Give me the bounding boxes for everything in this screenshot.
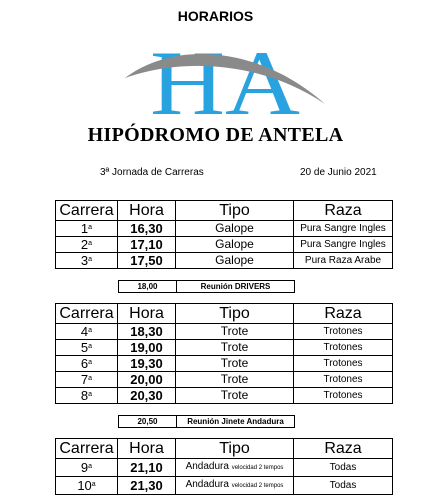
race-number	[56, 388, 118, 404]
race-type	[176, 388, 294, 404]
table-header-row	[56, 439, 393, 459]
race-time: 20,30	[118, 388, 176, 404]
race-number	[56, 253, 118, 269]
race-breed: Pura Raza Arabe	[294, 253, 393, 269]
meeting-jinete	[118, 415, 295, 428]
table-row	[56, 356, 393, 372]
meeting-row	[119, 281, 295, 293]
table-row	[56, 324, 393, 340]
race-number-value: 2	[80, 237, 89, 252]
race-ordinal-suffix: a	[88, 327, 93, 334]
race-ordinal-suffix: a	[88, 359, 93, 366]
meeting-row	[119, 416, 295, 428]
race-breed: Trotones	[294, 388, 393, 404]
table-row	[56, 340, 393, 356]
race-ordinal-suffix: a	[91, 481, 96, 488]
race-number-value: 1	[80, 221, 89, 236]
column-header-tipo: Tipo	[176, 201, 294, 221]
race-type-note: velocidad 2 tempos	[231, 465, 284, 471]
table-row	[56, 459, 393, 477]
race-time: 20,00	[118, 372, 176, 388]
race-number-value: 4	[80, 324, 89, 339]
race-number	[56, 372, 118, 388]
race-time: 16,30	[118, 221, 176, 237]
race-type	[176, 340, 294, 356]
table-row	[56, 237, 393, 253]
race-breed: Pura Sangre Ingles	[294, 237, 393, 253]
race-type-value: Trote	[220, 340, 249, 354]
table-header-row	[56, 304, 393, 324]
race-number	[56, 324, 118, 340]
race-breed: Trotones	[294, 356, 393, 372]
brand-name: HIPÓDROMO DE ANTELA	[87, 124, 344, 146]
races-table-3	[55, 438, 393, 495]
race-number-value: 8	[80, 388, 89, 403]
column-header-hora: Hora	[118, 439, 176, 459]
column-header-carrera: Carrera	[56, 439, 118, 459]
race-number-value: 5	[80, 340, 89, 355]
race-ordinal-suffix: a	[88, 463, 93, 470]
race-type	[176, 372, 294, 388]
race-ordinal-suffix: a	[88, 240, 93, 247]
race-number	[56, 459, 118, 477]
table-row	[56, 253, 393, 269]
race-type-value: Trote	[220, 388, 249, 402]
race-type-value: Trote	[220, 324, 249, 338]
race-time: 21,10	[118, 459, 176, 477]
race-type-value: Galope	[215, 237, 254, 251]
race-type	[176, 237, 294, 253]
race-type	[176, 356, 294, 372]
race-type-value: Trote	[220, 356, 249, 370]
date-label: 20 de Junio 2021	[300, 167, 377, 178]
race-type-value: Andadura	[185, 461, 229, 472]
race-time: 19,30	[118, 356, 176, 372]
race-type	[176, 324, 294, 340]
table-row	[56, 221, 393, 237]
meeting-label: Reunión DRIVERS	[177, 281, 295, 293]
race-time: 17,50	[118, 253, 176, 269]
jornada-label: 3ª Jornada de Carreras	[100, 167, 204, 178]
race-ordinal-suffix: a	[88, 256, 93, 263]
race-type-value: Galope	[215, 253, 254, 267]
race-breed: Todas	[294, 477, 393, 495]
race-number	[56, 477, 118, 495]
race-ordinal-suffix: a	[88, 343, 93, 350]
table-header-row	[56, 201, 393, 221]
table-row	[56, 388, 393, 404]
column-header-carrera: Carrera	[56, 304, 118, 324]
races-table-1	[55, 200, 393, 269]
race-number	[56, 237, 118, 253]
column-header-raza: Raza	[294, 201, 393, 221]
race-number-value: 6	[80, 356, 89, 371]
race-type-note: velocidad 2 tempos	[231, 483, 284, 489]
race-number-value: 7	[80, 372, 89, 387]
meeting-time: 18,00	[119, 281, 177, 293]
race-number-value: 9	[80, 460, 89, 475]
race-number	[56, 356, 118, 372]
hipodromo-logo	[120, 38, 330, 118]
race-time: 19,00	[118, 340, 176, 356]
column-header-raza: Raza	[294, 304, 393, 324]
table-row	[56, 372, 393, 388]
race-type	[176, 477, 294, 495]
race-breed: Todas	[294, 459, 393, 477]
race-type-value: Andadura	[185, 479, 229, 490]
race-breed: Trotones	[294, 324, 393, 340]
race-number-value: 3	[80, 253, 89, 268]
race-ordinal-suffix: a	[88, 224, 93, 231]
meeting-time: 20,50	[119, 416, 177, 428]
column-header-raza: Raza	[294, 439, 393, 459]
table-row	[56, 477, 393, 495]
race-ordinal-suffix: a	[88, 375, 93, 382]
race-breed: Trotones	[294, 340, 393, 356]
race-number	[56, 340, 118, 356]
race-type	[176, 221, 294, 237]
column-header-carrera: Carrera	[56, 201, 118, 221]
page-title: HORARIOS	[177, 8, 254, 24]
column-header-tipo: Tipo	[176, 304, 294, 324]
column-header-hora: Hora	[118, 201, 176, 221]
race-number-value: 10	[77, 478, 92, 493]
race-type	[176, 253, 294, 269]
races-table-2	[55, 303, 393, 404]
race-number	[56, 221, 118, 237]
race-type	[176, 459, 294, 477]
meeting-drivers	[118, 280, 295, 293]
race-type-value: Galope	[215, 221, 254, 235]
race-type-value: Trote	[220, 372, 249, 386]
race-time: 21,30	[118, 477, 176, 495]
race-breed: Pura Sangre Ingles	[294, 221, 393, 237]
column-header-hora: Hora	[118, 304, 176, 324]
logo-letters: HA	[150, 38, 300, 118]
meeting-label: Reunión Jinete Andadura	[177, 416, 295, 428]
race-ordinal-suffix: a	[88, 391, 93, 398]
race-breed: Trotones	[294, 372, 393, 388]
column-header-tipo: Tipo	[176, 439, 294, 459]
race-time: 17,10	[118, 237, 176, 253]
race-time: 18,30	[118, 324, 176, 340]
